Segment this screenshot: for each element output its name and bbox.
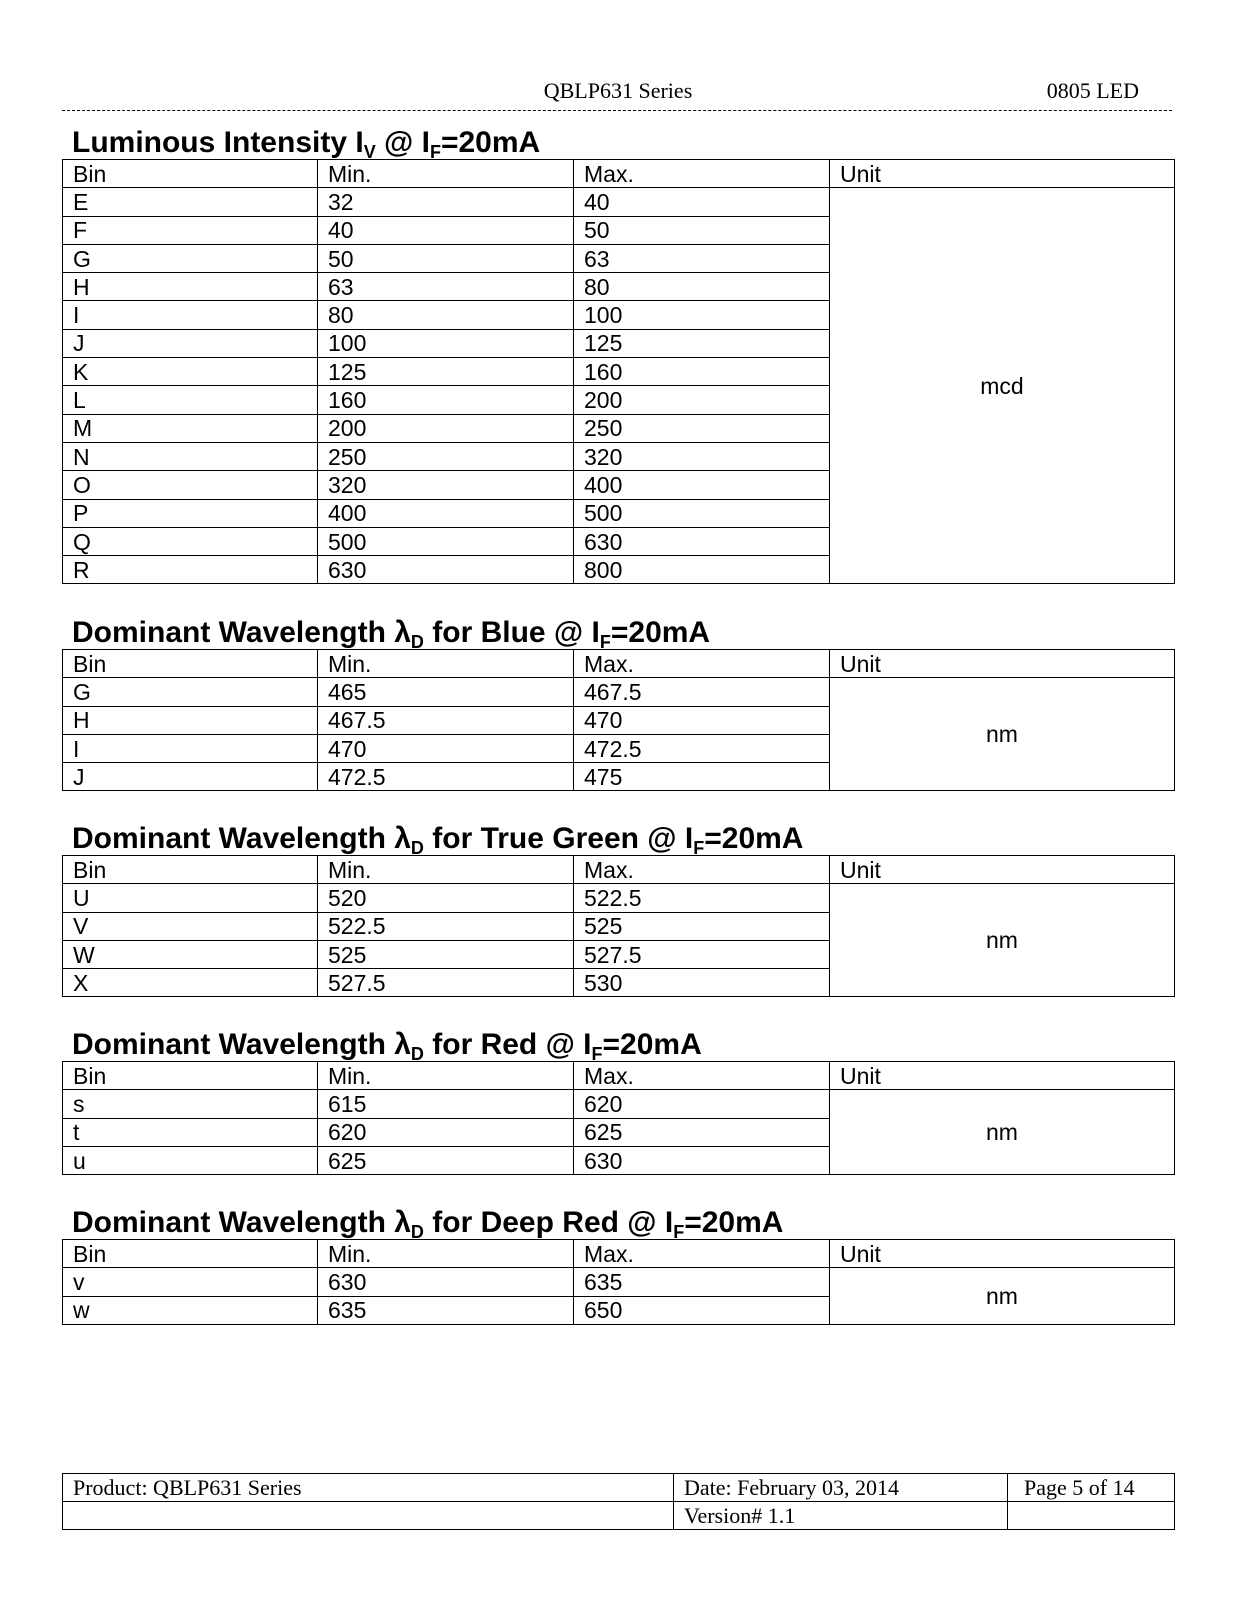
unit-cell: nm	[830, 678, 1175, 791]
min-cell: 80	[318, 301, 574, 329]
column-header-max: Max.	[574, 1240, 830, 1268]
min-cell: 320	[318, 471, 574, 499]
max-cell: 40	[574, 188, 830, 216]
bin-cell: v	[63, 1268, 318, 1296]
max-cell: 500	[574, 499, 830, 527]
bin-cell: U	[63, 884, 318, 912]
max-cell: 50	[574, 216, 830, 244]
title-part: F	[429, 142, 441, 162]
header-product-type: 0805 LED	[1046, 78, 1139, 103]
min-cell: 40	[318, 216, 574, 244]
min-cell: 525	[318, 940, 574, 968]
bin-cell: V	[63, 912, 318, 940]
min-cell: 160	[318, 386, 574, 414]
bin-cell: J	[63, 329, 318, 357]
max-cell: 650	[574, 1296, 830, 1324]
column-header-min: Min.	[318, 650, 574, 678]
max-cell: 467.5	[574, 678, 830, 706]
max-cell: 800	[574, 556, 830, 584]
max-cell: 530	[574, 969, 830, 997]
title-part: for Deep Red @ I	[423, 1206, 674, 1239]
min-cell: 200	[318, 414, 574, 442]
max-cell: 522.5	[574, 884, 830, 912]
title-part: =20mA	[610, 616, 711, 649]
max-cell: 200	[574, 386, 830, 414]
bin-cell: K	[63, 358, 318, 386]
table-header-row	[63, 1062, 1175, 1090]
footer-version: Version# 1.1	[674, 1502, 1008, 1530]
title-part: =20mA	[440, 126, 541, 159]
bin-cell: L	[63, 386, 318, 414]
column-header-min: Min.	[318, 856, 574, 884]
bin-cell: s	[63, 1090, 318, 1118]
title-part: for Blue @ I	[423, 616, 600, 649]
wavelength-deep-red-table	[62, 1239, 1175, 1325]
footer-table	[62, 1473, 1175, 1530]
max-cell: 525	[574, 912, 830, 940]
wavelength-true-green-table	[62, 855, 1175, 997]
footer-page-number: Page 5 of 14	[1008, 1474, 1175, 1502]
title-part: Dominant Wavelength λ	[72, 1028, 411, 1061]
bin-cell: O	[63, 471, 318, 499]
wavelength-true-green-section	[62, 824, 1174, 997]
max-cell: 630	[574, 1146, 830, 1174]
bin-cell: I	[63, 734, 318, 762]
title-part: =20mA	[602, 1028, 702, 1061]
table-row	[63, 1268, 1175, 1296]
max-cell: 475	[574, 763, 830, 791]
unit-cell: nm	[830, 1268, 1175, 1325]
bin-cell: M	[63, 414, 318, 442]
max-cell: 470	[574, 706, 830, 734]
bin-cell: N	[63, 442, 318, 470]
min-cell: 625	[318, 1146, 574, 1174]
table-header-row	[63, 856, 1175, 884]
footer-date: Date: February 03, 2014	[674, 1474, 1008, 1502]
bin-cell: u	[63, 1146, 318, 1174]
title-part: =20mA	[684, 1206, 784, 1239]
max-cell: 100	[574, 301, 830, 329]
bin-cell: J	[63, 763, 318, 791]
title-part: F	[591, 1044, 603, 1064]
table-row	[63, 884, 1175, 912]
wavelength-deep-red-title	[72, 1206, 1174, 1242]
title-part: Dominant Wavelength λ	[72, 616, 411, 649]
bin-cell: I	[63, 301, 318, 329]
bin-cell: F	[63, 216, 318, 244]
unit-cell: nm	[830, 884, 1175, 997]
max-cell: 635	[574, 1268, 830, 1296]
bin-cell: P	[63, 499, 318, 527]
max-cell: 472.5	[574, 734, 830, 762]
bin-cell: W	[63, 940, 318, 968]
column-header-unit: Unit	[830, 160, 1175, 188]
min-cell: 467.5	[318, 706, 574, 734]
unit-cell: mcd	[830, 188, 1175, 584]
min-cell: 630	[318, 1268, 574, 1296]
bin-cell: R	[63, 556, 318, 584]
table-row	[63, 678, 1175, 706]
min-cell: 250	[318, 442, 574, 470]
min-cell: 100	[318, 329, 574, 357]
bin-cell: H	[63, 273, 318, 301]
luminous-intensity-section	[62, 128, 1174, 584]
table-row	[63, 188, 1175, 216]
title-part: D	[410, 632, 424, 652]
max-cell: 630	[574, 527, 830, 555]
footer-product: Product: QBLP631 Series	[63, 1474, 674, 1502]
wavelength-blue-table	[62, 649, 1175, 791]
min-cell: 522.5	[318, 912, 574, 940]
column-header-min: Min.	[318, 1240, 574, 1268]
min-cell: 50	[318, 244, 574, 272]
wavelength-red-title	[72, 1028, 1174, 1064]
column-header-min: Min.	[318, 1062, 574, 1090]
min-cell: 125	[318, 358, 574, 386]
column-header-bin: Bin	[63, 650, 318, 678]
max-cell: 625	[574, 1118, 830, 1146]
column-header-max: Max.	[574, 1062, 830, 1090]
column-header-max: Max.	[574, 856, 830, 884]
column-header-min: Min.	[318, 160, 574, 188]
column-header-max: Max.	[574, 160, 830, 188]
header-title: QBLP631 Series	[543, 78, 693, 103]
max-cell: 527.5	[574, 940, 830, 968]
title-part: F	[693, 838, 705, 858]
footer-empty-cell	[1008, 1502, 1175, 1530]
bin-cell: G	[63, 678, 318, 706]
max-cell: 63	[574, 244, 830, 272]
min-cell: 63	[318, 273, 574, 301]
min-cell: 635	[318, 1296, 574, 1324]
column-header-bin: Bin	[63, 1062, 318, 1090]
luminous-intensity-title	[72, 126, 1174, 162]
column-header-max: Max.	[574, 650, 830, 678]
table-header-row	[63, 160, 1175, 188]
bin-cell: w	[63, 1296, 318, 1324]
max-cell: 250	[574, 414, 830, 442]
bin-cell: X	[63, 969, 318, 997]
column-header-unit: Unit	[830, 1062, 1175, 1090]
wavelength-red-section	[62, 1030, 1174, 1175]
wavelength-deep-red-section	[62, 1208, 1174, 1325]
max-cell: 160	[574, 358, 830, 386]
title-part: F	[599, 632, 611, 652]
wavelength-blue-title	[72, 616, 1174, 652]
title-part: D	[410, 1044, 424, 1064]
title-part: for Red @ I	[423, 1028, 592, 1061]
table-header-row	[63, 650, 1175, 678]
title-part: =20mA	[704, 822, 804, 855]
wavelength-red-table	[62, 1061, 1175, 1175]
min-cell: 472.5	[318, 763, 574, 791]
min-cell: 615	[318, 1090, 574, 1118]
wavelength-blue-section	[62, 618, 1174, 791]
max-cell: 80	[574, 273, 830, 301]
column-header-bin: Bin	[63, 1240, 318, 1268]
min-cell: 527.5	[318, 969, 574, 997]
footer	[62, 1473, 1174, 1530]
unit-cell: nm	[830, 1090, 1175, 1175]
min-cell: 630	[318, 556, 574, 584]
bin-cell: G	[63, 244, 318, 272]
table-row	[63, 1090, 1175, 1118]
column-header-unit: Unit	[830, 1240, 1175, 1268]
max-cell: 400	[574, 471, 830, 499]
column-header-unit: Unit	[830, 856, 1175, 884]
luminous-intensity-table	[62, 159, 1175, 584]
bin-cell: E	[63, 188, 318, 216]
footer-empty-cell	[63, 1502, 674, 1530]
min-cell: 400	[318, 499, 574, 527]
title-part: Dominant Wavelength λ	[72, 1206, 411, 1239]
title-part: V	[363, 142, 376, 162]
bin-cell: t	[63, 1118, 318, 1146]
column-header-bin: Bin	[63, 160, 318, 188]
title-part: Dominant Wavelength λ	[72, 822, 411, 855]
max-cell: 620	[574, 1090, 830, 1118]
title-part: D	[410, 1222, 424, 1242]
title-part: for True Green @ I	[423, 822, 694, 855]
wavelength-true-green-title	[72, 822, 1174, 858]
bin-cell: Q	[63, 527, 318, 555]
title-part: D	[410, 838, 424, 858]
min-cell: 500	[318, 527, 574, 555]
min-cell: 620	[318, 1118, 574, 1146]
title-part: @ I	[375, 126, 430, 159]
min-cell: 520	[318, 884, 574, 912]
column-header-bin: Bin	[63, 856, 318, 884]
header-divider	[62, 110, 1172, 111]
table-header-row	[63, 1240, 1175, 1268]
title-part: F	[673, 1222, 685, 1242]
bin-cell: H	[63, 706, 318, 734]
column-header-unit: Unit	[830, 650, 1175, 678]
max-cell: 125	[574, 329, 830, 357]
min-cell: 465	[318, 678, 574, 706]
min-cell: 32	[318, 188, 574, 216]
max-cell: 320	[574, 442, 830, 470]
min-cell: 470	[318, 734, 574, 762]
title-part: Luminous Intensity I	[72, 126, 364, 159]
